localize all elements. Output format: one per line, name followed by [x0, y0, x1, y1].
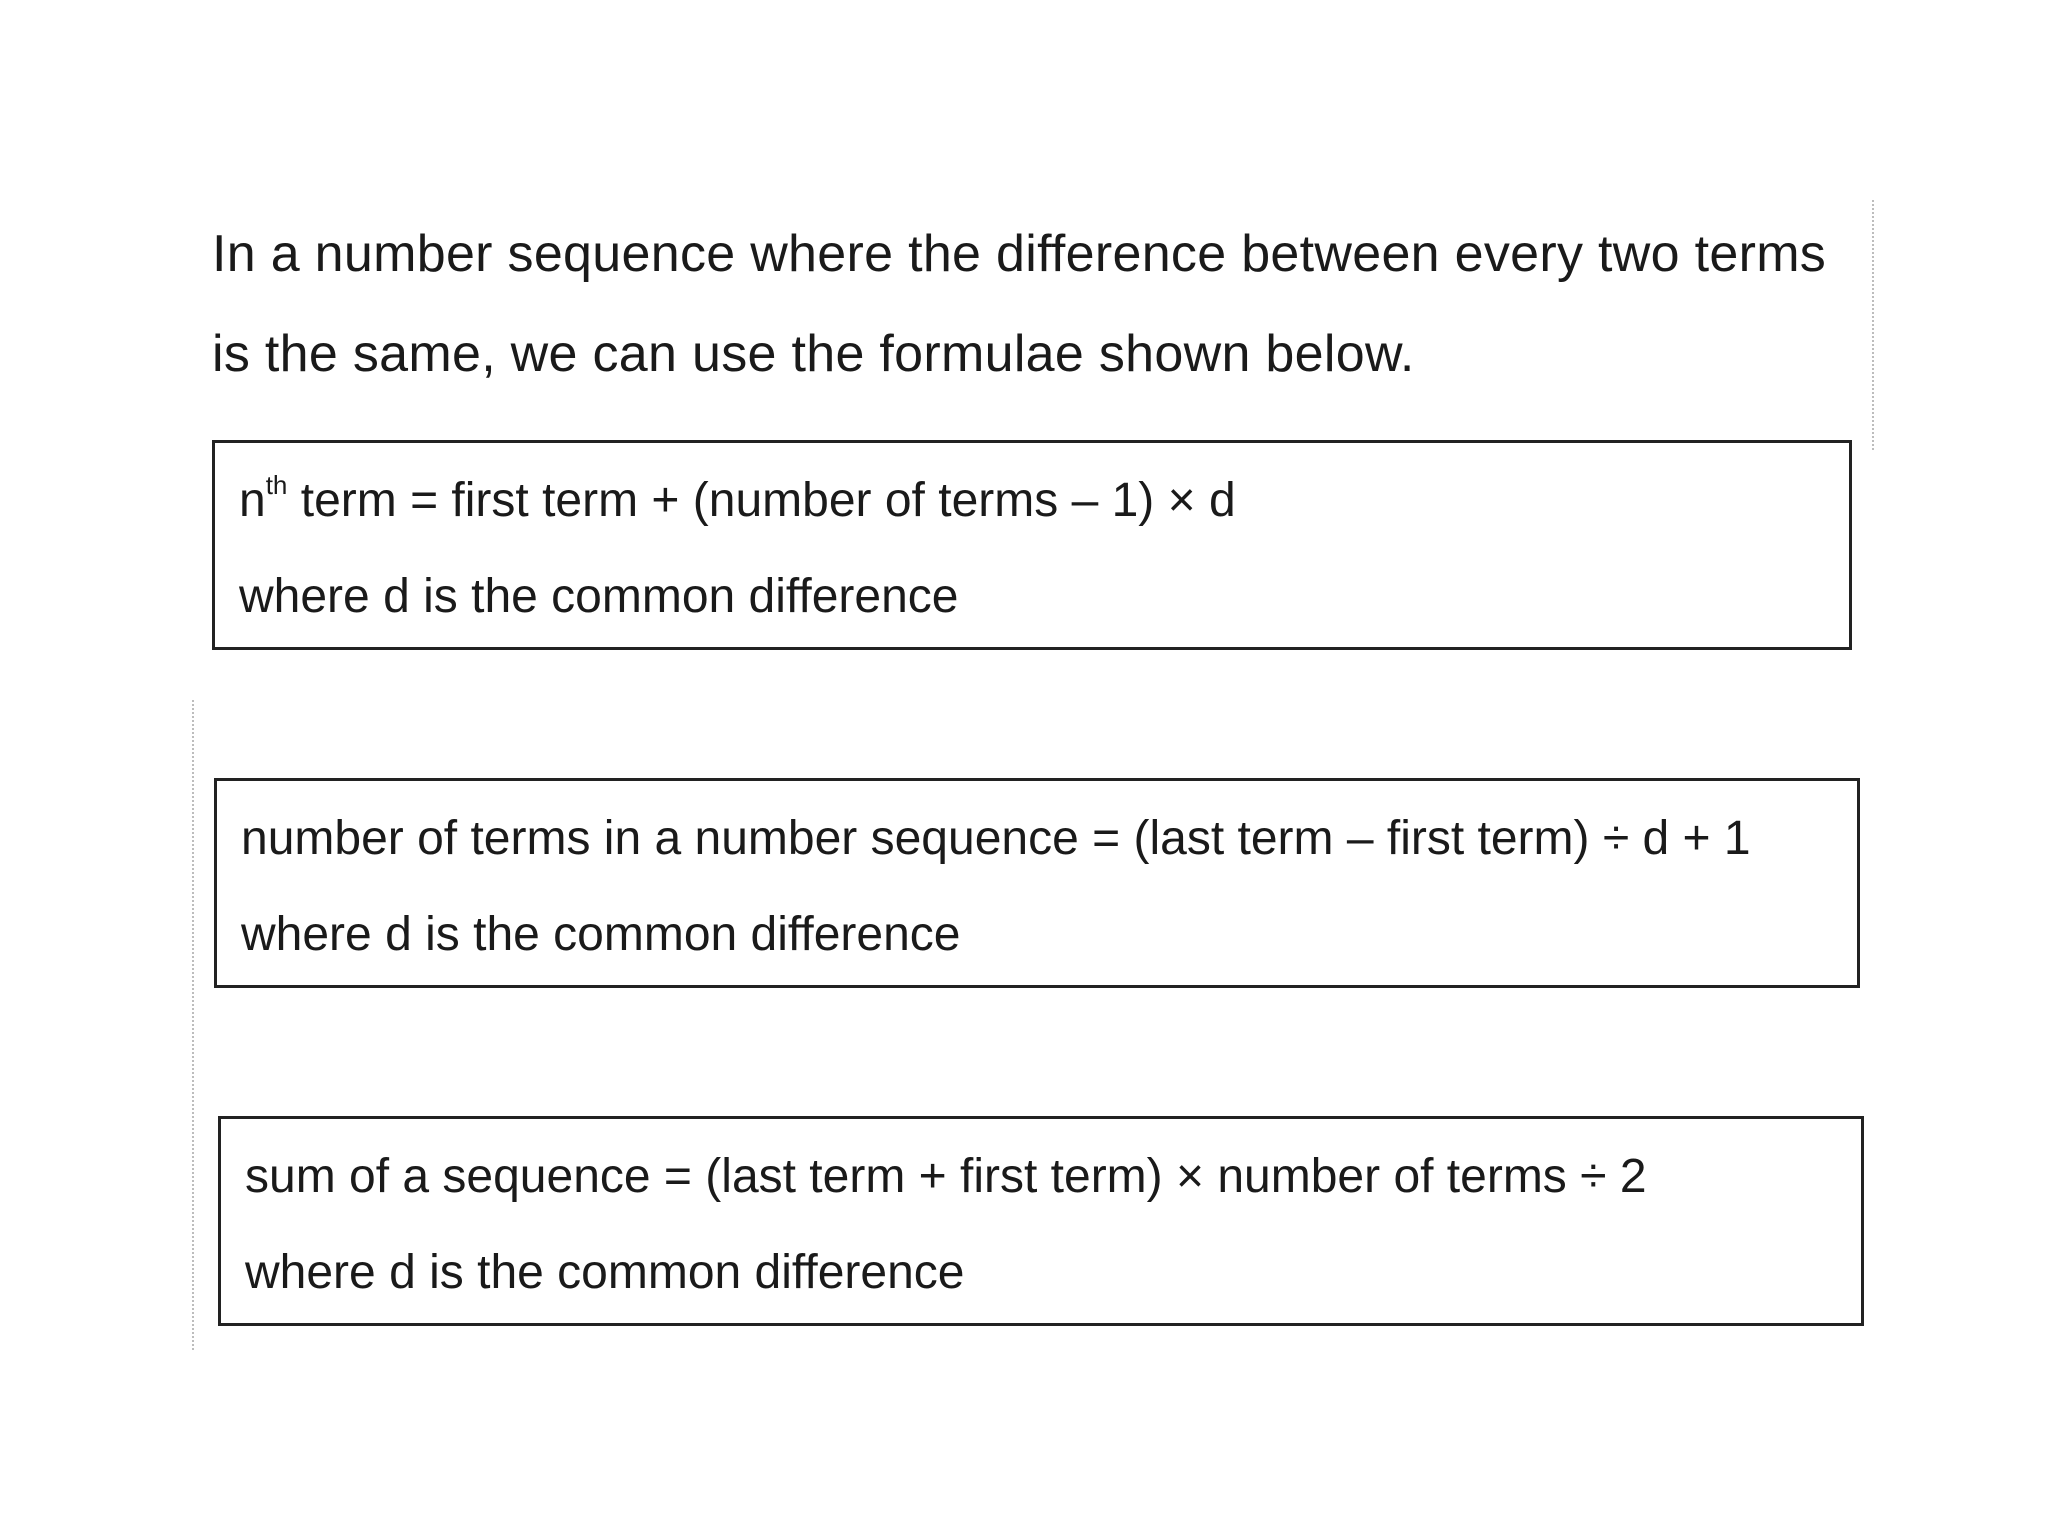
nth-term-formula-rest: term = first term + (number of terms – 1) × d	[287, 474, 1236, 527]
number-of-terms-formula-box	[214, 778, 1860, 988]
intro-paragraph	[212, 204, 1912, 404]
intro-line-1: In a number sequence where the difference between every two terms	[212, 225, 1827, 283]
sum-of-sequence-formula-box	[218, 1116, 1864, 1326]
nth-term-note: where d is the common difference	[239, 570, 959, 623]
intro-line-2: is the same, we can use the formulae shown below.	[212, 325, 1415, 383]
nth-term-base: n	[239, 474, 266, 527]
scan-margin-dots-left	[192, 700, 194, 1350]
nth-term-formula-box	[212, 440, 1852, 650]
sum-of-sequence-formula: sum of a sequence = (last term + first term) × number of terms ÷ 2	[245, 1150, 1647, 1203]
number-of-terms-note: where d is the common difference	[241, 908, 961, 961]
number-of-terms-formula: number of terms in a number sequence = (last term – first term) ÷ d + 1	[241, 812, 1751, 865]
nth-term-formula	[239, 453, 1849, 549]
nth-term-superscript: th	[265, 470, 288, 500]
sum-of-sequence-note: where d is the common difference	[245, 1246, 965, 1299]
